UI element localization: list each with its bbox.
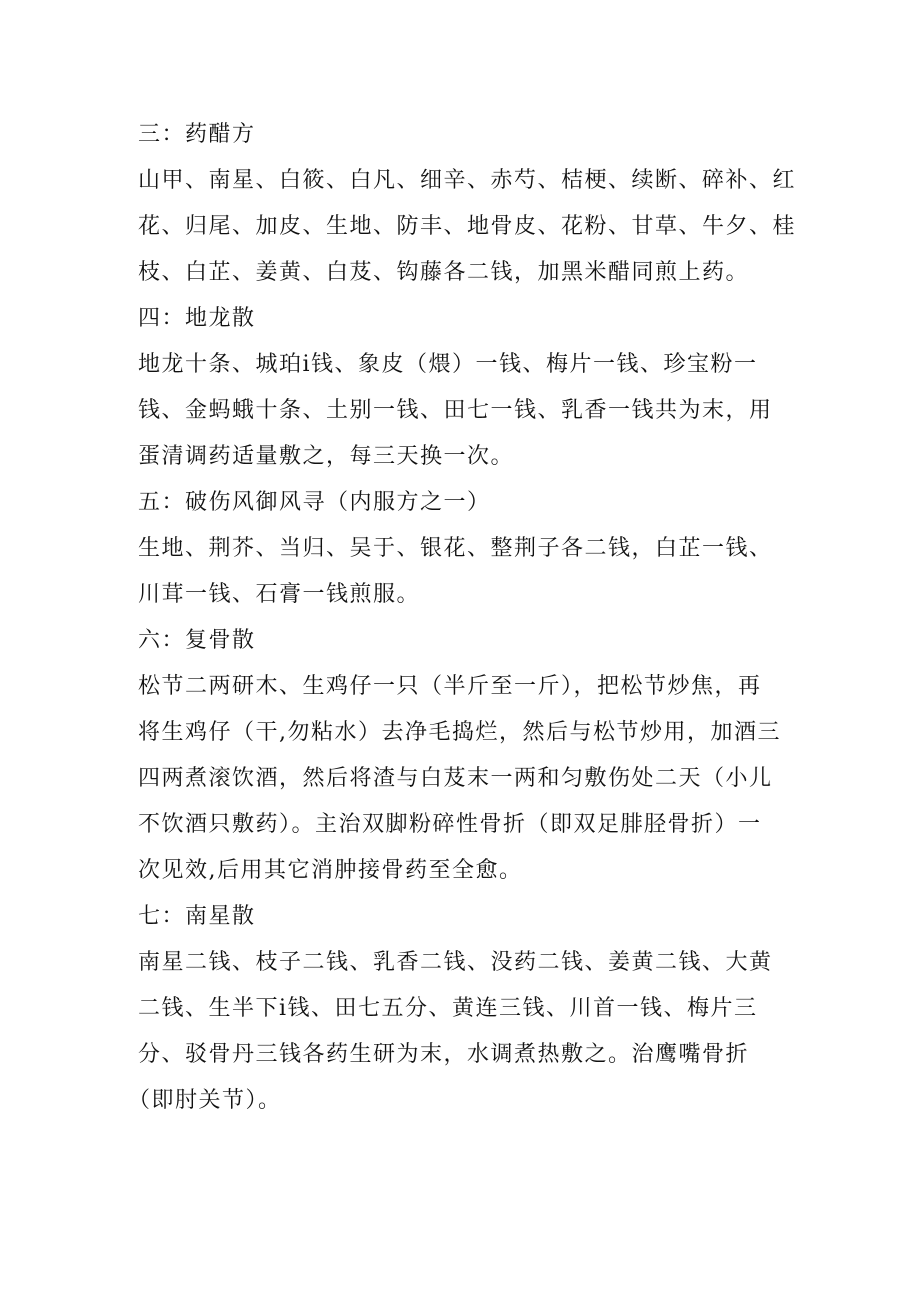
paragraph-line: 枝、白芷、姜黄、白芨、钩藤各二钱，加黑米醋同煎上药。 [138, 260, 750, 285]
section-heading: 四：地龙散 [138, 306, 256, 331]
paragraph-line: 地龙十条、城珀i钱、象皮（煨）一钱、梅片一钱、珍宝粉一 [138, 352, 758, 377]
paragraph-line: 钱、金蚂蛾十条、土别一钱、田七一钱、乳香一钱共为末，用 [138, 398, 773, 423]
section-fugu-san [138, 618, 788, 894]
section-heading: 五：破伤风御风寻（内服方之一） [138, 490, 491, 515]
paragraph-line: 川茸一钱、石膏一钱煎服。 [138, 582, 421, 607]
paragraph-line: 不饮酒只敷药）。主治双脚粉碎性骨折（即双足腓胫骨折）一 [138, 812, 762, 837]
paragraph-line: 生地、荆芥、当归、吴于、银花、整荆子各二钱，白芷一钱、 [138, 536, 773, 561]
paragraph-line: （即肘关节）。 [128, 1088, 282, 1113]
section-dilong-san [138, 296, 788, 480]
paragraph-line: 花、归尾、加皮、生地、防丰、地骨皮、花粉、甘草、牛夕、桂 [138, 214, 797, 239]
paragraph-line: 蛋清调药适量敷之，每三天换一次。 [138, 444, 515, 469]
document-page [128, 112, 797, 1124]
paragraph-line: 四两煮滚饮酒，然后将渣与白芨末一两和匀敷伤处二天（小儿 [138, 766, 773, 791]
section-heading: 六：复骨散 [138, 628, 256, 653]
paragraph-line: 次见效,后用其它消肿接骨药至全愈。 [138, 858, 523, 883]
paragraph-line: 山甲、南星、白筱、白凡、细辛、赤芍、桔梗、续断、碎补、红 [138, 168, 797, 193]
paragraph-line: 二钱、生半下i钱、田七五分、黄连三钱、川首一钱、梅片三 [138, 996, 758, 1021]
section-nanxing-san [128, 894, 788, 1124]
section-heading: 七：南星散 [138, 904, 256, 929]
section-poshangfeng [138, 480, 788, 618]
paragraph-line: 将生鸡仔（干,勿粘水）去净毛捣烂，然后与松节炒用，加酒三 [138, 720, 781, 745]
paragraph-line: 松节二两研木、生鸡仔一只（半斤至一斤），把松节炒焦，再 [138, 674, 762, 699]
paragraph-line: 分、驳骨丹三钱各药生研为末，水调煮热敷之。治鹰嘴骨折 [138, 1042, 750, 1067]
paragraph-line: 南星二钱、枝子二钱、乳香二钱、没药二钱、姜黄二钱、大黄 [138, 950, 773, 975]
section-yaocu-fang [138, 112, 797, 296]
section-heading: 三：药醋方 [138, 122, 256, 147]
